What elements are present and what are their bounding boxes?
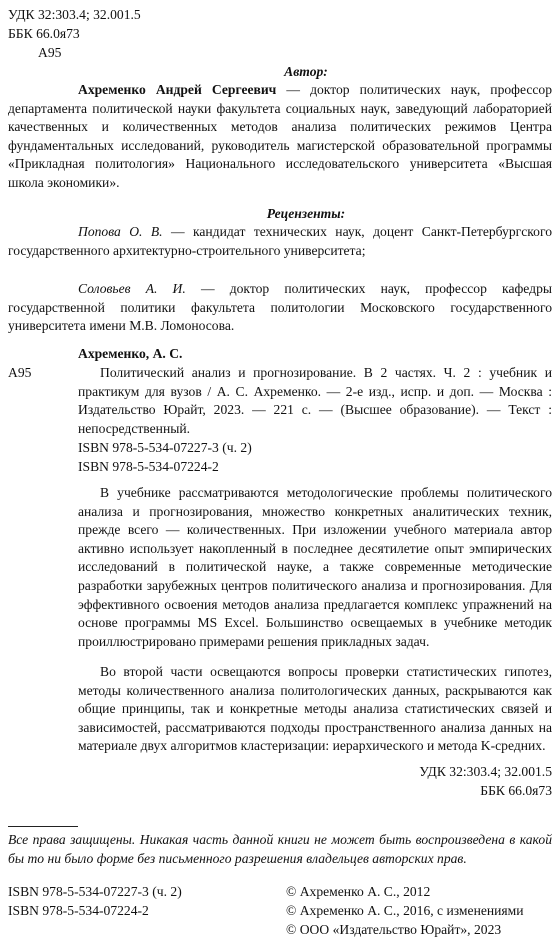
author-bio-text: — доктор политических наук, профессор департамента политической науки факультета социальных наук, заведующий лабораторией качественных и количественных методов анализа политических режимов Центра фундаментальных исследований, руководитель магистерской образовательной программы «Прикладная политология» Национального исследовательского университета «Высшая школа экономики». — [8, 82, 552, 190]
catalog-mark: А95 — [8, 365, 32, 380]
author-heading: Автор: — [284, 64, 328, 79]
bbk-bottom: ББК 66.0я73 — [480, 783, 552, 798]
author-name: Ахременко Андрей Сергеевич — [78, 82, 277, 97]
reviewers-heading: Рецензенты: — [266, 206, 346, 221]
footer-copyright-2: © Ахременко А. С., 2016, с изменениями — [286, 903, 524, 918]
annotation-paragraph-1: В учебнике рассматриваются методологические проблемы политического анализа и прогнозирования, множество конкретных аналитических техник, прежде всего — количественных. При изложении учебного материала автор активно использует накопленный в последнее десятилетие опыт эмпирических исследований в политической науке, а также современные методические разработки зарубежных центров политического анализа и прогнозирования. Для эффективного освоения методов анализа предлагается комплекс упражнений на основе программы MS Excel. Большинство освещаемых в учебнике методик проиллюстрировано примерами решения прикладных задач. — [78, 485, 552, 649]
author-bio — [8, 81, 552, 193]
catalog-description: Политический анализ и прогнозирование. В 2 частях. Ч. 2 : учебник и практикум для вузов / А. С. Ахременко. — 2-е изд., испр. и доп. — Москва : Издательство Юрайт, 2023. — 221 с. — (Высшее образование). — Текст : непосредственный. — [78, 365, 552, 436]
reviewer-1-text: — кандидат технических наук, доцент Санкт-Петербургского государственного архитектурно-строительного университета; — [8, 224, 553, 258]
reviewer-2-text: — доктор политических наук, профессор кафедры государственной политики факультета политологии Московского государственного университета имени М.В. Ломоносова. — [8, 281, 552, 334]
footer-isbn-1: ISBN 978-5-534-07227-3 (ч. 2) — [8, 884, 182, 899]
udk-top: УДК 32:303.4; 32.001.5 — [8, 7, 141, 22]
footer-copyright-1: © Ахременко А. С., 2012 — [286, 884, 431, 899]
footer-isbn-2: ISBN 978-5-534-07224-2 — [8, 903, 149, 918]
reviewer-1 — [8, 223, 552, 260]
author-mark-top: А95 — [38, 45, 62, 60]
catalog-isbn-1: ISBN 978-5-534-07227-3 (ч. 2) — [78, 440, 252, 455]
reviewer-1-name: Попова О. В. — [78, 224, 163, 239]
reviewer-2 — [8, 280, 552, 336]
footer-copyright-3: © ООО «Издательство Юрайт», 2023 — [286, 922, 502, 937]
udk-bottom: УДК 32:303.4; 32.001.5 — [419, 764, 552, 779]
rights-notice: Все права защищены. Никакая часть данной книги не может быть воспроизведена в какой бы то ни было форме без письменного разрешения владельцев авторских прав. — [8, 832, 552, 866]
reviewer-2-name: Соловьев А. И. — [78, 281, 186, 296]
catalog-isbn-2: ISBN 978-5-534-07224-2 — [78, 459, 219, 474]
bbk-top: ББК 66.0я73 — [8, 26, 80, 41]
annotation-paragraph-2: Во второй части освещаются вопросы проверки статистических гипотез, методы количественного анализа политологических данных, раскрываются как общие принципы, так и конкретные методы анализа статистических связей и зависимостей, рассматриваются подходы пространственного анализа данных на материале двух алгоритмов кластеризации: иерархического и метода K-средних. — [78, 664, 552, 754]
separator-line — [8, 826, 78, 827]
catalog-author-heading: Ахременко, А. С. — [78, 346, 183, 361]
